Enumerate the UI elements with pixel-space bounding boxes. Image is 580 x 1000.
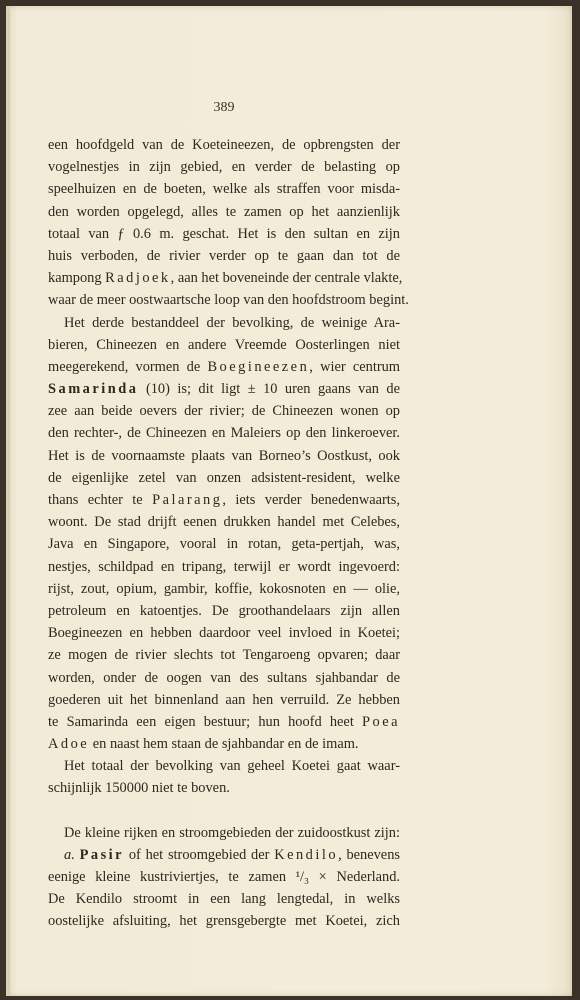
text-segment: Java en Singapore, vooral in rotan, geta-pertjah, was, <box>48 536 400 553</box>
paragraph-gap <box>48 800 400 822</box>
emphasized-text: Kendilo <box>274 846 339 863</box>
page-spine-shadow <box>6 6 10 996</box>
text-line <box>48 289 409 311</box>
text-line <box>48 334 400 356</box>
text-segment: Het totaal der bevolking van geheel Koetei gaat waar- <box>64 758 400 775</box>
text-line <box>48 711 400 733</box>
text-segment: Boegineezen en hebben daardoor veel invloed in Koetei; <box>48 625 400 642</box>
text-segment: oostelijke afsluiting, het grensgebergte met Koetei, zich <box>48 913 400 930</box>
text-line <box>48 844 400 866</box>
book-page <box>6 6 572 996</box>
text-line <box>48 777 400 799</box>
text-segment: thans echter te <box>48 492 153 508</box>
text-segment: ze mogen de rivier slechts tot Tengaroeng opvaren; daar <box>48 647 400 664</box>
text-line <box>48 556 400 578</box>
text-line <box>48 178 400 200</box>
text-segment: meegerekend, vormen de <box>48 358 208 375</box>
text-segment: vogelnestjes in zijn gebied, en verder de belasting op <box>48 159 400 176</box>
text-segment: nestjes, schildpad en tripang, terwijl er wordt ingevoerd: <box>48 558 400 575</box>
text-line <box>48 422 400 444</box>
emphasized-text: Adoe <box>48 736 90 753</box>
text-line <box>48 312 400 334</box>
text-line <box>48 267 403 289</box>
text-segment: waar de meer oostwaartsche loop van den hoofdstroom begint. <box>48 292 409 309</box>
text-segment: , iets verder benedenwaarts, <box>222 492 400 508</box>
text-line <box>48 910 400 932</box>
text-segment: (10) is; dit ligt ± 10 uren gaans van de <box>138 381 400 398</box>
text-segment: te Samarinda een eigen bestuur; hun hoofd heet <box>48 713 363 730</box>
text-line <box>48 511 400 533</box>
text-line <box>48 667 400 689</box>
text-line <box>48 223 400 245</box>
text-segment: zee aan beide oevers der rivier; de Chineezen wonen op <box>48 403 400 420</box>
emphasized-text: Poea <box>362 713 400 730</box>
text-line <box>48 356 400 378</box>
text-segment: schijnlijk 150000 niet te boven. <box>48 780 230 797</box>
text-segment: , benevens <box>338 846 400 863</box>
text-line <box>48 888 400 910</box>
text-line <box>48 400 400 422</box>
text-segment: Het derde bestanddeel der bevolking, de weinige Ara- <box>64 314 400 331</box>
text-segment: kampong <box>48 270 106 287</box>
text-line <box>48 822 400 844</box>
page-number: 389 <box>213 100 235 115</box>
text-segment: , wier centrum <box>309 358 400 375</box>
text-line <box>48 378 400 400</box>
text-line <box>48 489 400 511</box>
text-line <box>48 689 400 711</box>
text-line <box>48 134 400 156</box>
text-segment: totaal van ƒ 0.6 m. geschat. Het is den sultan en zijn <box>48 225 400 242</box>
text-line <box>48 578 400 600</box>
emphasized-text: Palarang <box>152 492 223 508</box>
text-segment: en naast hem staan de sjahbandar en de imam. <box>89 736 359 753</box>
text-segment: , aan het boveneinde der centrale vlakte, <box>170 270 403 287</box>
text-line <box>48 644 400 666</box>
text-segment: den rechter-, de Chineezen en Maleiers op den linkeroever. <box>48 425 400 442</box>
text-line <box>48 733 400 755</box>
emphasized-text: Pasir <box>79 846 125 863</box>
text-segment: of het stroomgebied der <box>124 846 275 863</box>
text-line <box>48 533 400 555</box>
text-line <box>48 622 400 644</box>
emphasized-text: a. <box>64 846 75 863</box>
text-segment: Het is de voornaamste plaats van Borneo’s Oostkust, ook <box>48 447 400 464</box>
text-segment: een hoofdgeld van de Koeteineezen, de opbrengsten der <box>48 137 400 153</box>
body-text <box>48 134 409 933</box>
text-segment: rijst, zout, opium, gambir, koffie, kokosnoten en — olie, <box>48 580 400 597</box>
text-segment: goederen uit het binnenland aan hen verruild. Ze hebben <box>48 691 400 708</box>
emphasized-text: Samarinda <box>48 381 139 398</box>
text-segment: bieren, Chineezen en andere Vreemde Oosterlingen niet <box>48 336 400 353</box>
emphasized-text: Radjoek <box>105 270 171 287</box>
text-line <box>48 600 400 622</box>
text-line <box>48 445 400 467</box>
text-line <box>48 755 400 777</box>
text-segment: de eigenlijke zetel van onzen adsistent-resident, welke <box>48 469 400 486</box>
text-segment: woont. De stad drijft eenen drukken handel met Celebes, <box>48 514 400 531</box>
text-line <box>48 201 400 223</box>
text-segment: speelhuizen en de boeten, welke als straffen voor misda- <box>48 181 400 198</box>
text-line <box>48 156 400 178</box>
text-segment: huis verboden, de rivier verder op te gaan dan tot de <box>48 247 400 264</box>
emphasized-text: Boegineezen <box>207 358 310 375</box>
text-line <box>48 245 400 267</box>
text-line <box>48 866 400 888</box>
text-segment: De Kendilo stroomt in een lang lengtedal, in welks <box>48 891 400 908</box>
text-segment: De kleine rijken en stroomgebieden der zuidoostkust zijn: <box>64 824 400 841</box>
text-segment: eenige kleine kustriviertjes, te zamen ¹/₃ × Nederland. <box>48 869 400 885</box>
text-line <box>48 467 400 489</box>
text-segment: petroleum en katoentjes. De groothandelaars zijn allen <box>48 602 400 619</box>
text-segment: worden, onder de oogen van des sultans sjahbandar de <box>48 669 400 686</box>
text-segment: den worden opgelegd, alles te zamen op het aanzienlijk <box>48 203 400 220</box>
